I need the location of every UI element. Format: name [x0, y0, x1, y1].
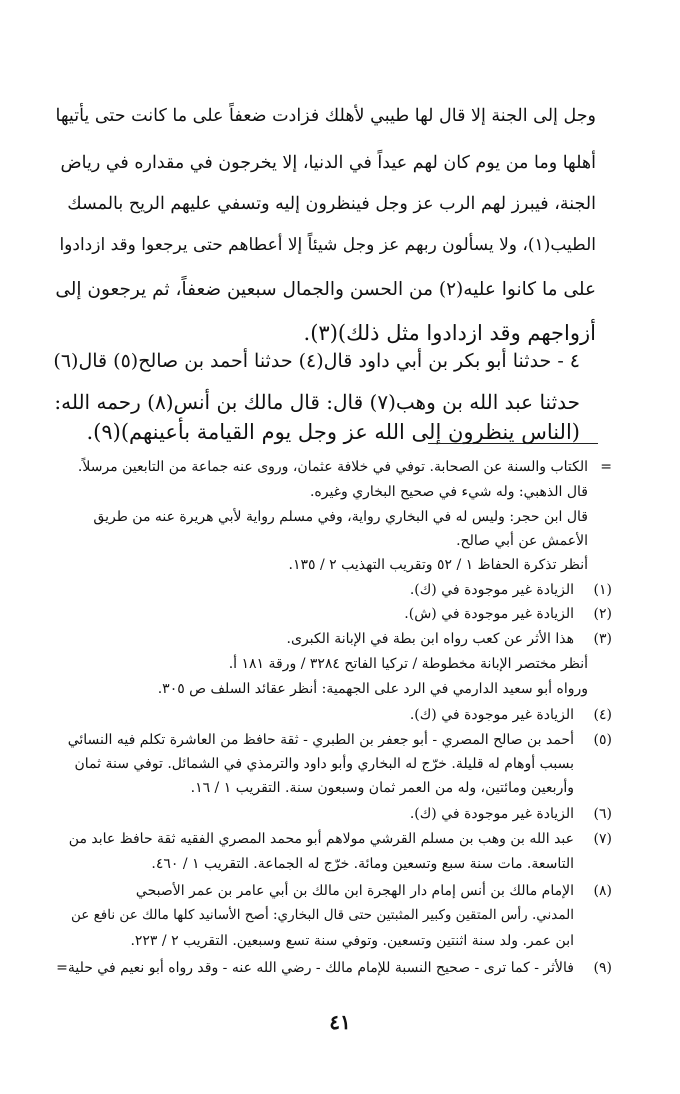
- body-line: أهلها وما من يوم كان لهم عيداً في الدنيا، إلا يخرجون في مقداره في رياض: [60, 153, 596, 173]
- footnote-text: الإمام مالك بن أنس إمام دار الهجرة ابن مالك بن أبي عامر بن عمر الأصبحي: [135, 883, 574, 899]
- body-line: على ما كانوا عليه(٢) من الحسن والجمال سبعين ضعفاً، ثم يرجعون إلى: [55, 279, 596, 300]
- footnote-number: (٤): [593, 707, 612, 723]
- footnote-text: أنظر تذكرة الحفاظ ١ / ٥٢ وتقريب التهذيب ٢ / ١٣٥.: [288, 557, 588, 573]
- footnote-text: وأربعين ومائتين، وله من العمر ثمان وسبعون سنة. التقريب ١ / ١٦.: [190, 780, 574, 796]
- footnote-text: المدني. رأس المتقين وكبير المثبتين حتى قال البخاري: أصح الأسانيد كلها مالك عن نافع عن: [71, 907, 574, 923]
- footnote-text: الزيادة غير موجودة في (ك).: [409, 582, 574, 598]
- footnote-text: ورواه أبو سعيد الدارمي في الرد على الجهمية: أنظر عقائد السلف ص ٣٠٥.: [157, 681, 588, 697]
- footnote-number: =: [600, 459, 612, 475]
- footnote-text: الأعمش عن أبي صالح.: [456, 533, 588, 549]
- body-line: ٤ - حدثنا أبو بكر بن أبي داود قال(٤) حدثنا أحمد بن صالح(٥) قال(٦): [53, 350, 580, 372]
- body-line: الطيب(١)، ولا يسألون ربهم عز وجل شيئاً إلا أعطاهم حتى يرجعوا وقد ازدادوا: [59, 235, 596, 255]
- footnote-number: (٥): [593, 732, 612, 748]
- footnote-number: (٦): [593, 806, 612, 822]
- footnote-text: التاسعة. مات سنة سبع وتسعين ومائة. خرّج له الجماعة. التقريب ١ / ٤٦٠.: [151, 856, 574, 872]
- footnote-number: (٨): [593, 883, 612, 899]
- footnote-text: ابن عمر. ولد سنة اثنتين وتسعين. وتوفي سنة تسع وسبعين. التقريب ٢ / ٢٢٣.: [130, 933, 574, 949]
- footnote-text: الزيادة غير موجودة في (ك).: [409, 707, 574, 723]
- footnote-text: فالأثر - كما ترى - صحيح النسبة للإمام مالك - رضي الله عنه - وقد رواه أبو نعيم في حلية=: [56, 960, 574, 976]
- footnote-separator: [428, 443, 598, 444]
- body-line: حدثنا عبد الله بن وهب(٧) قال: قال مالك بن أنس(٨) رحمه الله:: [54, 390, 580, 414]
- footnote-text: قال ابن حجر: وليس له في البخاري رواية، وفي مسلم رواية لأبي هريرة عنه من طريق: [93, 509, 588, 525]
- footnote-number: (٣): [593, 631, 612, 647]
- footnote-text: الزيادة غير موجودة في (ك).: [409, 806, 574, 822]
- footnote-text: أحمد بن صالح المصري - أبو جعفر بن الطبري - ثقة حافظ من العاشرة تكلم فيه النسائي: [67, 732, 574, 748]
- footnote-number: (٢): [593, 606, 612, 622]
- footnote-text: قال الذهبي: وله شيء في صحيح البخاري وغيره.: [309, 484, 588, 500]
- footnote-number: (٩): [593, 960, 612, 976]
- body-line: (الناس ينظرون إلى الله عز وجل يوم القيامة بأعينهم)(٩).: [86, 420, 580, 444]
- footnote-text: الزيادة غير موجودة في (ش).: [404, 606, 574, 622]
- footnote-text: هذا الأثر عن كعب رواه ابن بطة في الإبانة الكبرى.: [286, 631, 574, 647]
- footnote-text: عبد الله بن وهب بن مسلم القرشي مولاهم أبو محمد المصري الفقيه ثقة حافظ عابد من: [68, 831, 574, 847]
- body-line: أزواجهم وقد ازدادوا مثل ذلك)(٣).: [303, 321, 596, 345]
- footnote-text: أنظر مختصر الإبانة مخطوطة / تركيا الفاتح ٣٢٨٤ / ورقة ١٨١ أ.: [228, 656, 588, 672]
- footnote-number: (٧): [593, 831, 612, 847]
- page-number: ٤١: [329, 1010, 351, 1034]
- footnote-text: الكتاب والسنة عن الصحابة. توفي في خلافة عثمان، وروى عنه جماعة من التابعين مرسلاً.: [77, 459, 588, 475]
- footnote-number: (١): [593, 582, 612, 598]
- body-line: الجنة، فيبرز لهم الرب عز وجل فينظرون إليه وتسفي عليهم الريح بالمسك: [67, 194, 596, 214]
- footnote-text: بسبب أوهام له قليلة. خرّج له البخاري وأبو داود والترمذي في الشمائل. توفي سنة ثمان: [74, 756, 574, 772]
- body-line: وجل إلى الجنة إلا قال لها طيبي لأهلك فزادت ضعفاً على ما كانت حتى يأتيها: [55, 106, 596, 126]
